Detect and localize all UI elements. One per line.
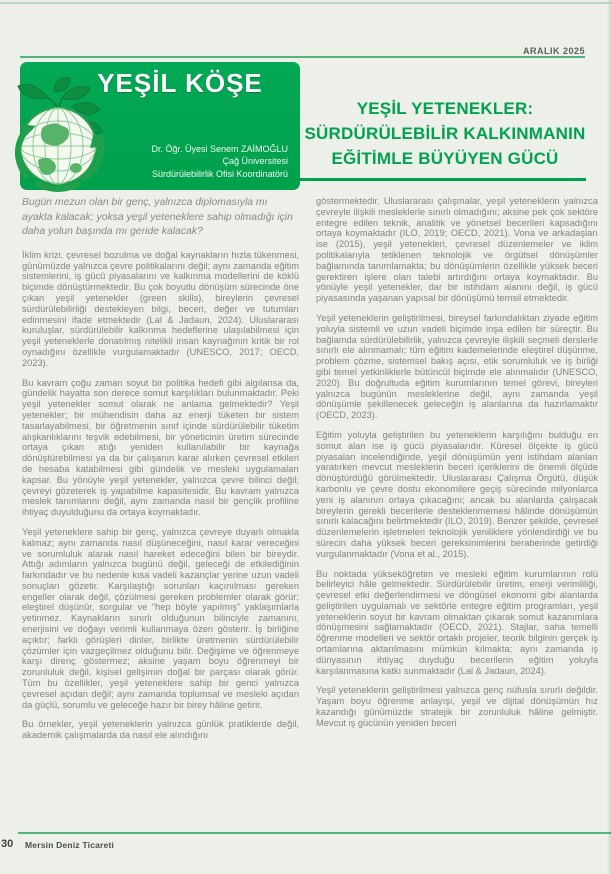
column-banner: [20, 62, 300, 190]
article-column-left: [22, 196, 299, 750]
paragraph: Bu örnekler, yeşil yeteneklerin yalnızca günlük pratiklerde değil, akademik çalışmalarda da nasıl ele alındığını: [22, 719, 299, 741]
article-title-line: SÜRDÜRÜLEBİLİR KALKINMANIN: [304, 124, 586, 143]
top-edge-rule: [0, 2, 611, 4]
paragraph: Eğitim yoluyla geliştirilen bu yeteneklerin karşılığını bulduğu en somut alan ise iş gücü piyasalarıdır. Küresel ölçekte iş gücü piyasaları incelendiğinde, yeşil dönüşümün yeni istihdam alanları yaratırken mevcut mesleklerin beceri içeriklerini de önemli ölçüde dönüştürdüğü görülmektedir. Uluslararası Çalışma Örgütü, düşük karbonlu ve çevre dostu ekonomilere geçiş sürecinde milyonlarca yeni iş alanının ortaya çıkacağını; ancak bu alanlarda çalışacak bireylerin gerekli becerilerle desteklenmemesi hâlinde dönüşümün sınırlı kalacağını belirtmektedir (ILO, 2019). Benzer şekilde, çevresel düzenlemelerin işletmeleri teknolojik yeniliklere yönlendirdiği ve bu sürecin daha yüksek beceri gereksinimlerini beraberinde getirdiği vurgulanmaktadır (Vona et al., 2015).: [316, 429, 598, 559]
author-name: Dr. Öğr. Üyesi Senem ZAİMOĞLU: [151, 143, 288, 154]
paragraph: Bu kavram çoğu zaman soyut bir politika hedefi gibi algılansa da, gündelik hayatta son derece somut karşılıkları bulunmaktadır. Peki yeşil yetenekler somut olarak ne anlama gelmektedir? Yeşil yetenekler; bir mühendisin daha az enerji tüketen bir sistem tasarlayabilmesi, bir öğretmenin sınıf içinde sürdürülebilir tüketim alışkanlıklarını teşvik edebilmesi, bir yöneticinin üretim sürecinde ortaya çıkan atığı yeniden kullanılabilir bir kaynağa dönüştürebilmesi ya da bir çalışanın karar alırken çevresel etkileri de hesaba katabilmesi gibi gündelik ve mesleki uygulamaları kapsar. Bu yönüyle yeşil yetenekler, yalnızca çevre bilinci değil; çevreyi gözeterek iş yapabilme kapasitesidir. Bu kavram yalnızca meslek tanımlarını değil, aynı zamanda nasıl bir gençlik profiline ihtiyaç duyulduğunu da ortaya koymaktadır.: [22, 377, 299, 518]
globe-leaves-icon: [14, 76, 118, 192]
column-title: YEŞİL KÖŞE: [97, 68, 263, 98]
footer-rule: [18, 832, 611, 834]
article-intro: Bugün mezun olan bir genç, yalnızca diplomasıyla mı ayakta kalacak; yoksa yeşil yeteneklere sahip olmadığı için daha yolun başında mı geride kalacak?: [22, 197, 293, 238]
issue-date: ARALIK 2025: [522, 46, 585, 56]
scan-edge-shadow: [607, 0, 611, 874]
paragraph: Yeşil yeteneklere sahip bir genç, yalnızca çevreye duyarlı olmakla kalmaz; aynı zamanda nasıl düşüneceğini, nasıl karar vereceğini ve sorumluluk alarak nasıl hareket edeceğini bilen bir bireydir. Attığı adımların yalnızca bugünü değil, geleceği de etkilediğinin farkındadır ve bu nedenle kısa vadeli kazançlar yerine uzun vadeli sonuçları gözetir. Karşılaştığı sorunları kaçınılması gereken engeller olarak değil, çözülmesi gereken problemler olarak görür; eleştirel düşünür, sorgular ve “hep böyle yapılmış” yaklaşımlarla yetinmez. Kaynakların sınırlı olduğunun bilinciyle zamanını, enerjisini ve doğayı verimli kullanmaya özen gösterir. İş birliğine açıktır; farklı görüşleri dinler, birlikte üretmenin sürdürülebilir çözümler için vazgeçilmez olduğunu bilir. Değişime ve öğrenmeye karşı direnç göstermez; aksine yaşam boyu öğrenmeyi bir zorunluluk değil, kişisel gelişimin doğal bir parçası olarak görür. Tüm bu özellikler, yeşil yeteneklere sahip bir genci yalnızca çevresel açıdan değil; aynı zamanda toplumsal ve mesleki açıdan da güçlü, sorumlu ve geleceğe hazır bir birey hâline getirir.: [22, 526, 299, 710]
article-title-line: YEŞİL YETENEKLER:: [356, 99, 534, 118]
paragraph: İklim krizi, çevresel bozulma ve doğal kaynakların hızla tükenmesi, günümüzde yalnızca çevre politikalarını değil; aynı zamanda eğitim sistemlerini, iş gücü piyasalarını ve kalkınma modellerini de köklü biçimde dönüştürmektedir. Bu çok boyutlu dönüşüm sürecinde öne çıkan yeşil yetenekler (green skills), bireylerin çevresel sürdürülebilirliği destekleyen bilgi, beceri, değer ve tutumları edinmesini ifade etmektedir (Lal & Jadaun, 2024). Uluslararası kuruluşlar, sürdürülebilir kalkınma hedeflerine ulaşılabilmesi için yeşil yeteneklerle donatılmış nitelikli insan kaynağının kritik bir rol oynadığını özellikle vurgulamaktadır (UNESCO, 2017; OECD, 2023).: [22, 249, 299, 368]
header-rule: [20, 56, 585, 58]
publication-name: Mersin Deniz Ticareti: [25, 840, 115, 850]
author-affiliation: Çağ Üniversitesi: [222, 156, 288, 166]
article-title-rule: [296, 178, 586, 181]
page-number: 30: [1, 838, 14, 850]
paragraph: Bu noktada yükseköğretim ve mesleki eğitim kurumlarının rolü belirleyici hâle gelmektedir. Sürdürülebilir üretim, enerji verimliliği, çevresel etki değerlendirmesi ve döngüsel ekonomi gibi alanlarda geliştirilen uygulamalı ve sektörle entegre eğitim programları, yeşil yeteneklerin soyut bir kavram olmaktan çıkarak somut kazanımlara dönüşmesini sağlamaktadır (OECD, 2021). Stajlar, saha temelli öğrenme modelleri ve sektör ortaklı projeler, teorik bilginin gerçek iş ortamlarına aktarılmasını mümkün kılmakta; aynı zamanda iş dünyasının ihtiyaç duyduğu becerilerin eğitim yoluyla karşılanmasına katkı sunmaktadır (Lal & Jadaun, 2024).: [316, 568, 598, 676]
paragraph: Yeşil yeteneklerin geliştirilmesi yalnızca genç nüfusla sınırlı değildir. Yaşam boyu öğrenme anlayışı, yeşil ve dijital dönüşümün hız kazandığı günümüzde stratejik bir zorunluluk hâline gelmiştir. Mevcut iş gücünün yeniden beceri: [316, 685, 598, 728]
article-title: [300, 96, 590, 171]
paragraph: Yeşil yeteneklerin geliştirilmesi, bireysel farkındalıktan ziyade eğitim yoluyla sistemli ve uzun vadeli biçimde inşa edilen bir süreçtir. Bu bağlamda sürdürülebilirlik, yalnızca çevreyle ilişkili seçmeli derslerle sınırlı ele alınmamalı; tüm eğitim kademelerinde eleştirel düşünme, problem çözme, sistemsel bakış açısı, etik sorumluluk ve iş birliği gibi temel yetkinliklerle bütüncül biçimde ele alınmalıdır (UNESCO, 2020). Bu doğrultuda eğitim kurumlarının temel görevi, bireyleri yalnızca bugünün mesleklerine değil, aynı zamanda yeşil dönüşümle şekillenecek geleceğin iş alanlarına da hazırlamaktır (OECD, 2023).: [316, 312, 598, 421]
article-column-right: [316, 196, 598, 738]
author-role: Sürdürülebilirlik Ofisi Koordinatörü: [151, 168, 288, 179]
article-title-line: EĞİTİMLE BÜYÜYEN GÜCÜ: [331, 149, 559, 168]
author-block: [151, 143, 288, 181]
paragraph: göstermektedir. Uluslararası çalışmalar, yeşil yeteneklerin yalnızca çevreyle ilişkili mesleklerle sınırlı olmadığını; aksine pek çok sektöre entegre edilen teknik, analitik ve yönetsel becerileri kapsadığını ortaya koymaktadır (ILO, 2019; OECD, 2021). Vona ve arkadaşları ise (2015), yeşil yetenekleri, çevresel düzenlemeler ve iklim politikalarıyla tetiklenen teknolojik ve örgütsel dönüşümler bağlamında tanımlamakta; bu dönüşümlerin özellikle yüksek beceri gerektiren işlere olan talebi artırdığını ortaya koymaktadır. Bu yönüyle yeşil yetenekler, dar bir istihdam alanını değil, iş gücü piyasasında yaşanan yapısal bir dönüşümü temsil etmektedir.: [316, 196, 598, 304]
